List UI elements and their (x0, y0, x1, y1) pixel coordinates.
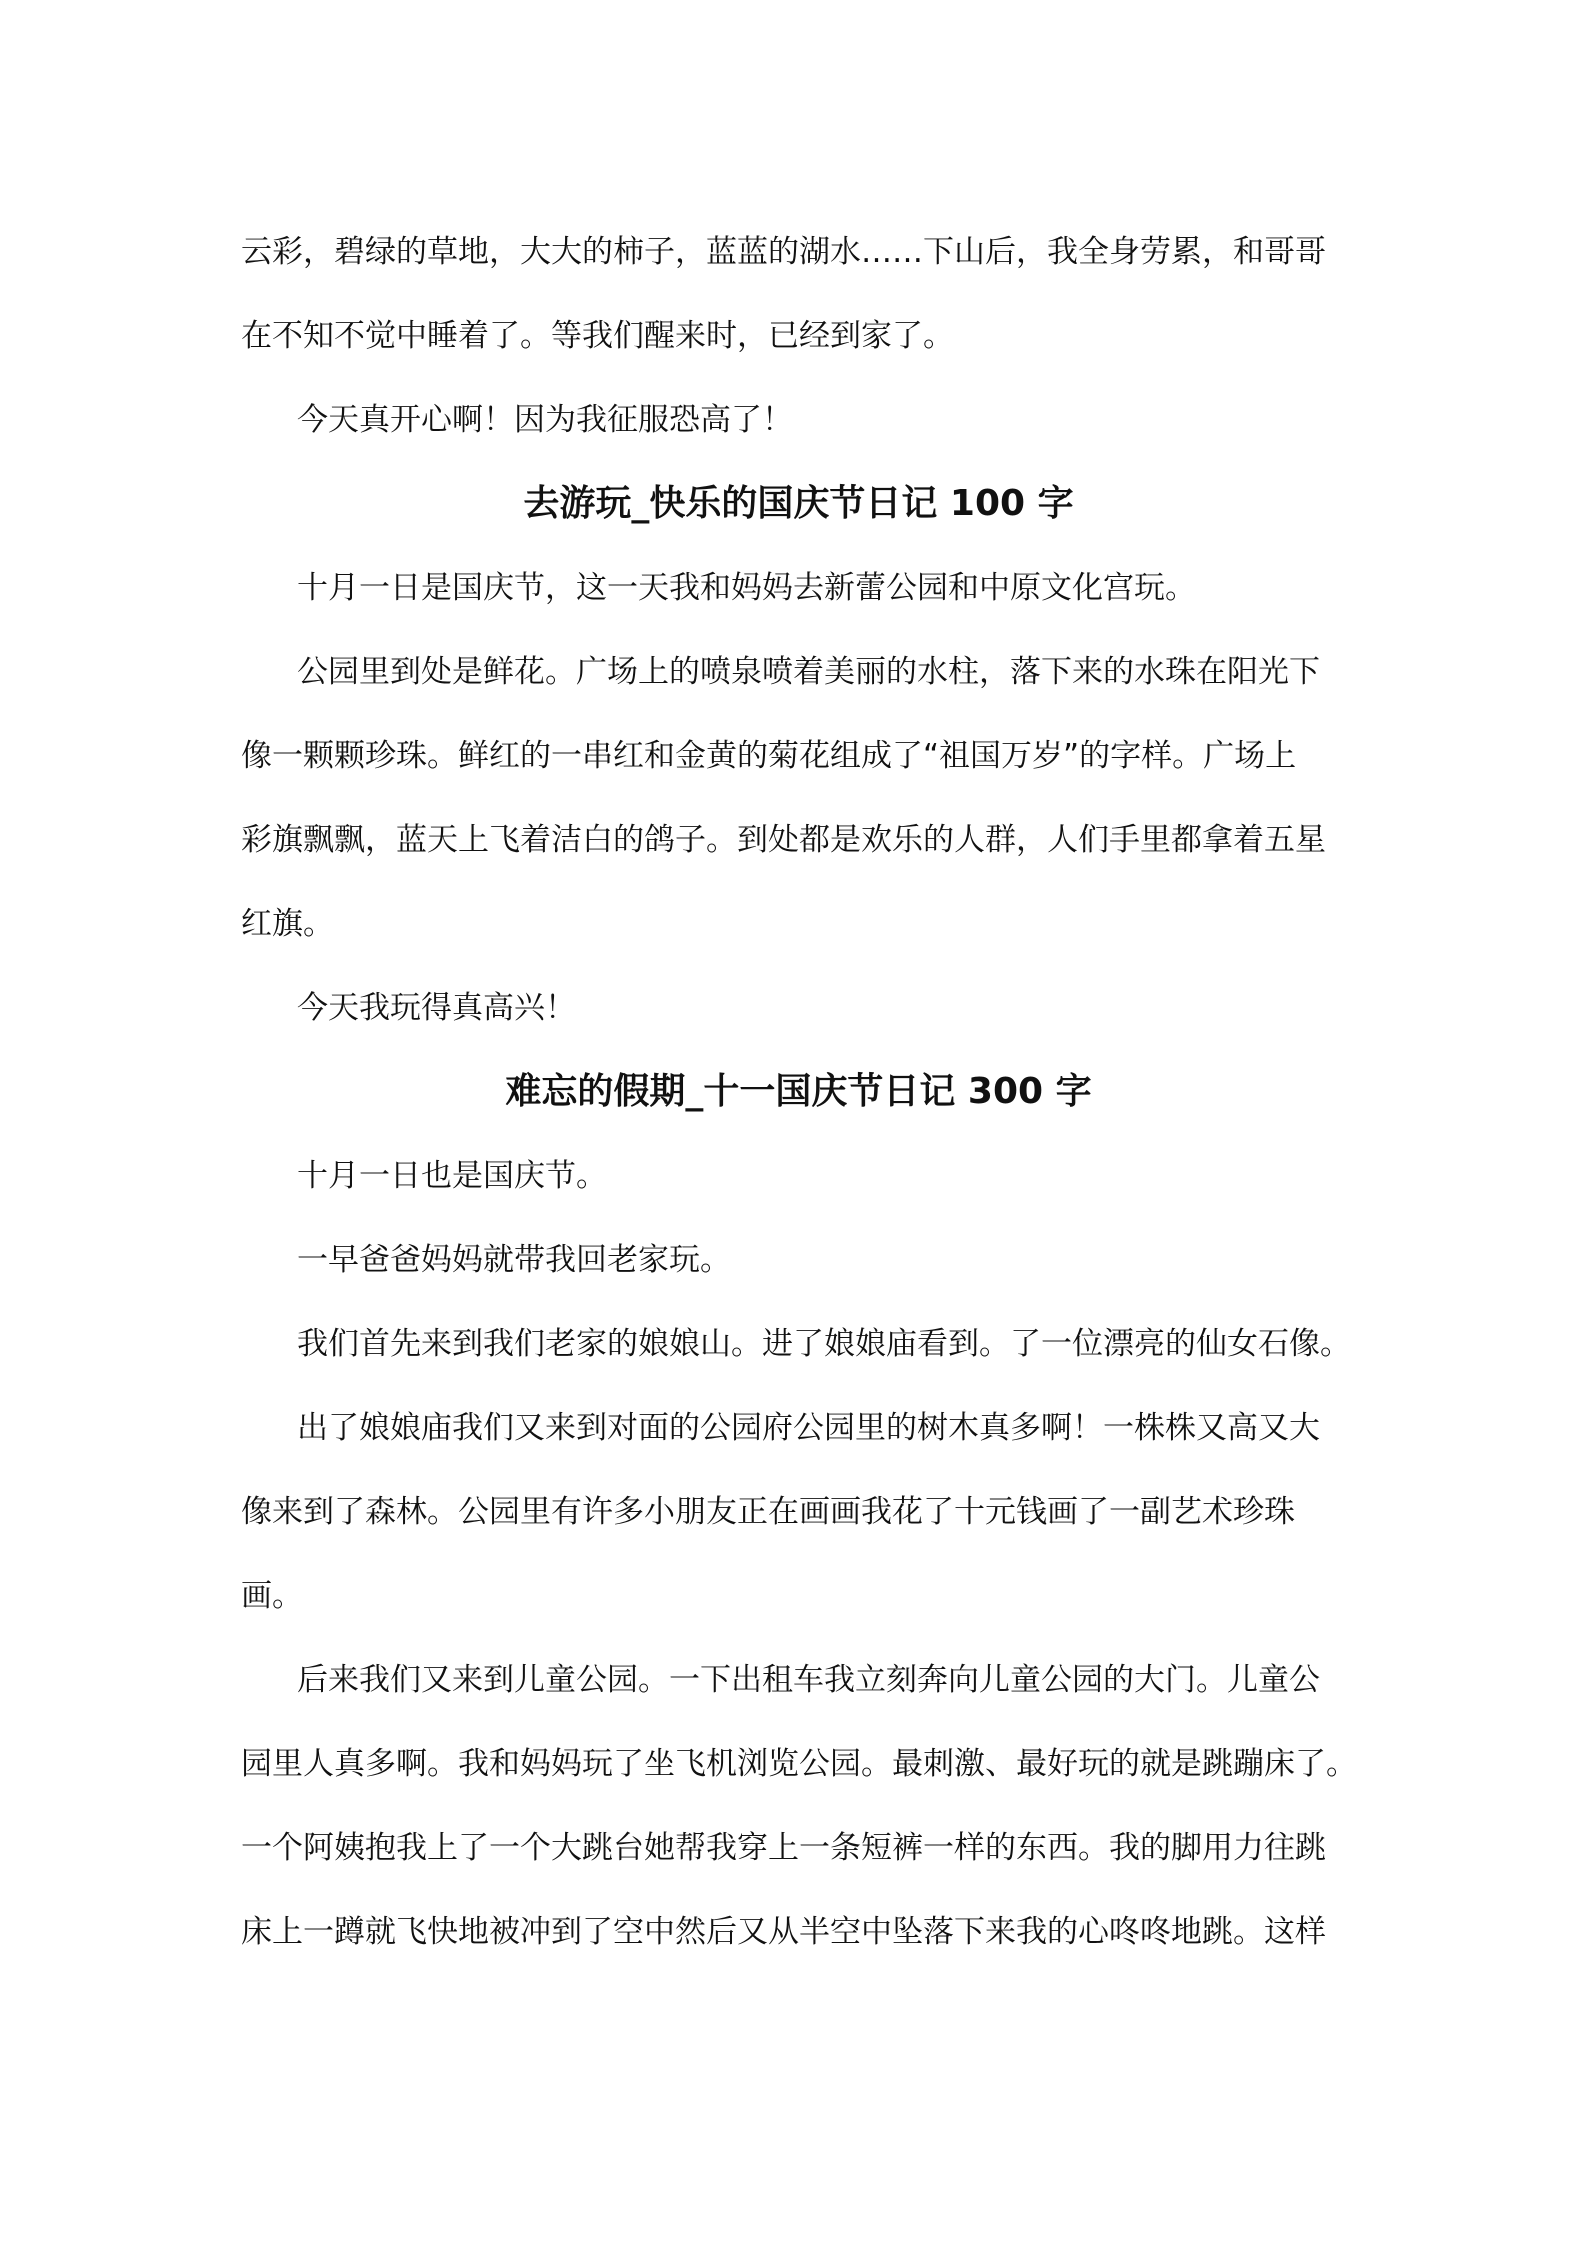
document-body (241, 210, 1356, 1974)
paragraph-line: 出了娘娘庙我们又来到对面的公园府公园里的树木真多啊！一株株又高又大 (297, 1410, 1320, 1446)
paragraph-line: 云彩，碧绿的草地，大大的柿子，蓝蓝的湖水……下山后，我全身劳累，和哥哥 (241, 234, 1326, 270)
paragraph-line: 十月一日也是国庆节。 (297, 1158, 607, 1194)
paragraph-line: 后来我们又来到儿童公园。一下出租车我立刻奔向儿童公园的大门。儿童公 (297, 1662, 1320, 1698)
paragraph-line: 画。 (241, 1578, 303, 1614)
paragraph-line: 一个阿姨抱我上了一个大跳台她帮我穿上一条短裤一样的东西。我的脚用力往跳 (241, 1830, 1326, 1866)
paragraph-line: 像一颗颗珍珠。鲜红的一串红和金黄的菊花组成了“祖国万岁”的字样。广场上 (241, 738, 1297, 774)
section-heading: 去游玩_快乐的国庆节日记 100 字 (523, 483, 1074, 524)
paragraph-line: 十月一日是国庆节，这一天我和妈妈去新蕾公园和中原文化宫玩。 (297, 570, 1196, 606)
paragraph-line: 红旗。 (241, 906, 334, 942)
paragraph-line: 像来到了森林。公园里有许多小朋友正在画画我花了十元钱画了一副艺术珍珠 (241, 1494, 1295, 1530)
paragraph-line: 我们首先来到我们老家的娘娘山。进了娘娘庙看到。了一位漂亮的仙女石像。 (297, 1326, 1351, 1362)
paragraph-line: 一早爸爸妈妈就带我回老家玩。 (297, 1242, 731, 1278)
section-heading: 难忘的假期_十一国庆节日记 300 字 (505, 1071, 1092, 1112)
paragraph-line: 今天我玩得真高兴！ (297, 990, 576, 1026)
paragraph-line: 公园里到处是鲜花。广场上的喷泉喷着美丽的水柱，落下来的水珠在阳光下 (297, 654, 1320, 690)
paragraph-line: 园里人真多啊。我和妈妈玩了坐飞机浏览公园。最刺激、最好玩的就是跳蹦床了。 (241, 1746, 1357, 1782)
paragraph-line: 在不知不觉中睡着了。等我们醒来时，已经到家了。 (241, 318, 954, 354)
paragraph-line: 床上一蹲就飞快地被冲到了空中然后又从半空中坠落下来我的心咚咚地跳。这样 (241, 1914, 1326, 1950)
paragraph-line: 彩旗飘飘，蓝天上飞着洁白的鸽子。到处都是欢乐的人群，人们手里都拿着五星 (241, 822, 1326, 858)
paragraph-line: 今天真开心啊！因为我征服恐高了！ (297, 402, 793, 438)
